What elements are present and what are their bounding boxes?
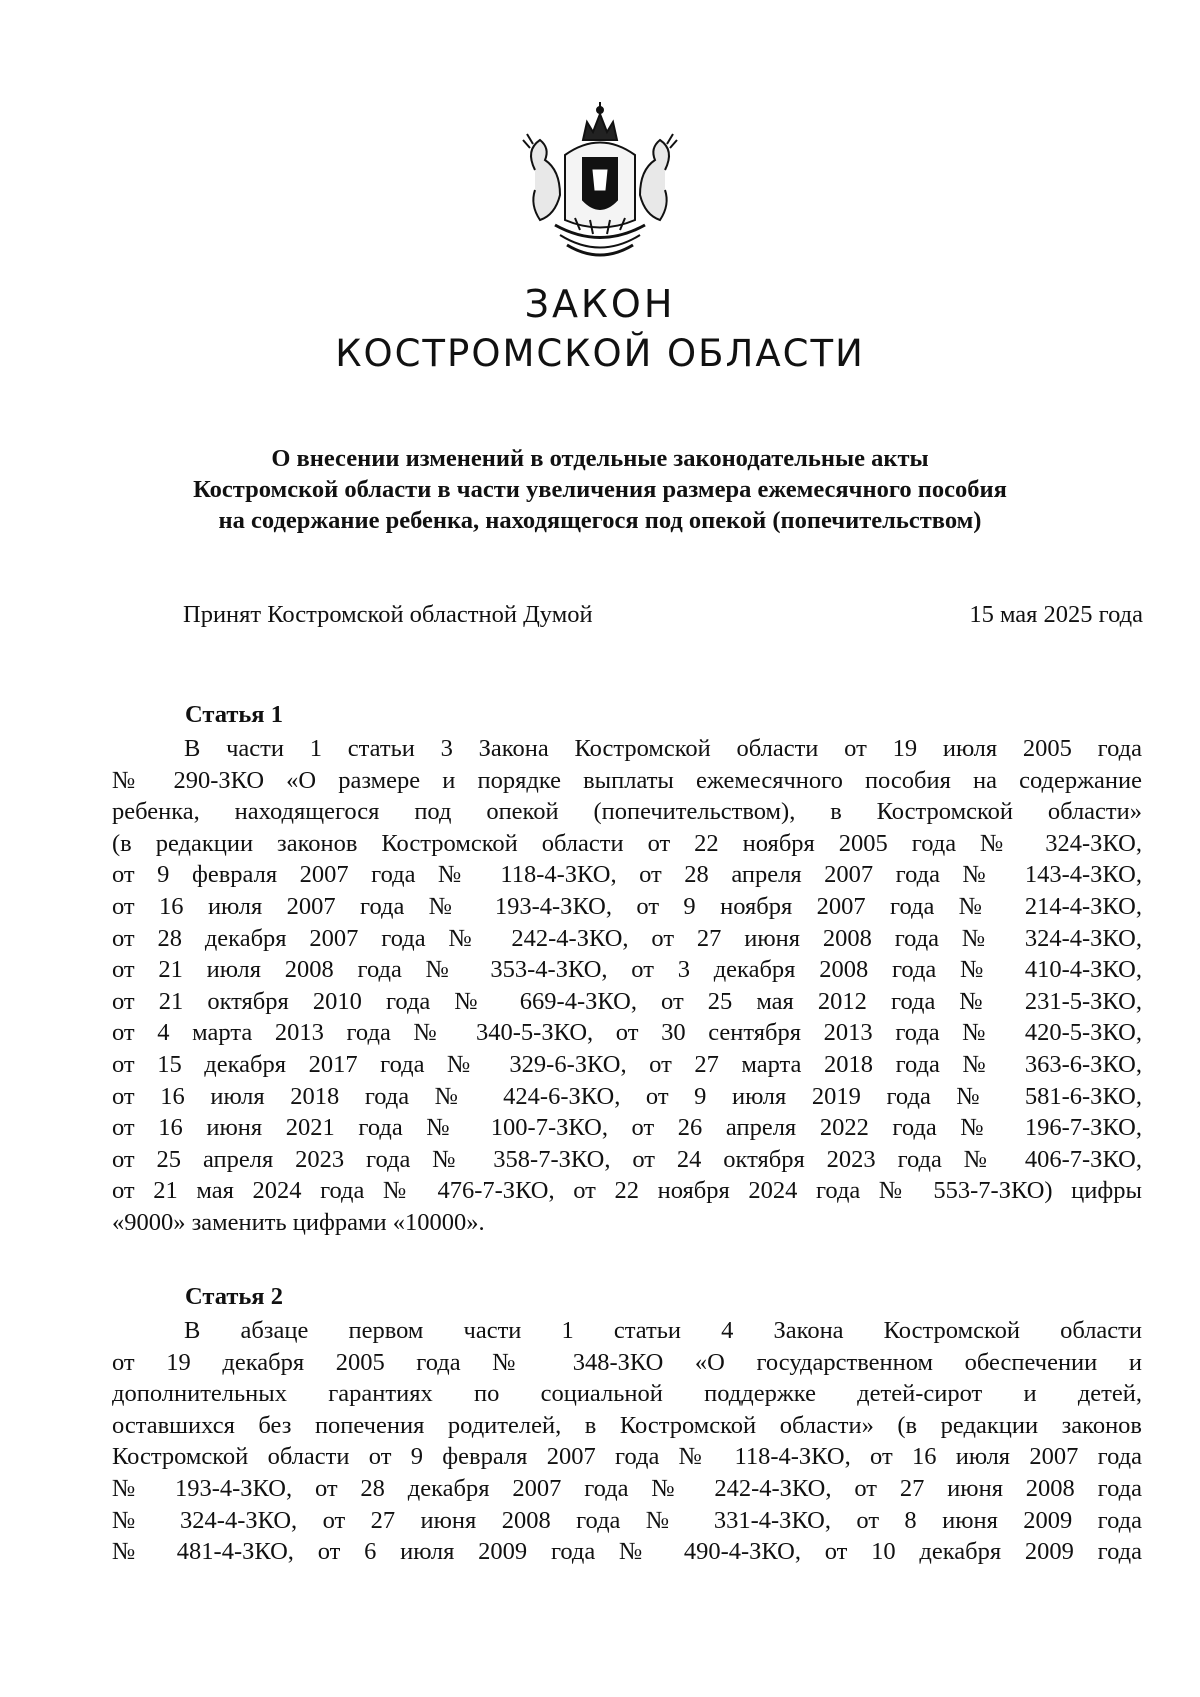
article-line: Костромской области от 9 февраля 2007 года № 118-4-ЗКО, от 16 июля 2007 года bbox=[112, 1443, 1142, 1471]
coat-of-arms-emblem bbox=[505, 100, 695, 270]
article-line: № 324-4-ЗКО, от 27 июня 2008 года № 331-4-ЗКО, от 8 июня 2009 года bbox=[112, 1506, 1142, 1534]
law-subject bbox=[100, 443, 1100, 536]
adopted-by: Принят Костромской областной Думой bbox=[183, 601, 593, 628]
article-line: от 16 июля 2007 года № 193-4-ЗКО, от 9 ноября 2007 года № 214-4-ЗКО, bbox=[112, 892, 1142, 920]
article-line: В абзаце первом части 1 статьи 4 Закона Костромской области bbox=[184, 1317, 1142, 1344]
article-line: № 193-4-ЗКО, от 28 декабря 2007 года № 242-4-ЗКО, от 27 июня 2008 года bbox=[112, 1474, 1142, 1502]
article-line: от 4 марта 2013 года № 340-5-ЗКО, от 30 сентября 2013 года № 420-5-ЗКО, bbox=[112, 1019, 1142, 1047]
article-line: от 9 февраля 2007 года № 118-4-ЗКО, от 28 апреля 2007 года № 143-4-ЗКО, bbox=[112, 861, 1142, 889]
article-line: № 290-ЗКО «О размере и порядке выплаты ежемесячного пособия на содержание bbox=[112, 766, 1142, 794]
article-2-heading: Статья 2 bbox=[185, 1283, 283, 1310]
region-title: КОСТРОМСКОЙ ОБЛАСТИ bbox=[335, 332, 865, 375]
article-line: от 28 декабря 2007 года № 242-4-ЗКО, от 27 июня 2008 года № 324-4-ЗКО, bbox=[112, 924, 1142, 952]
article-line: от 15 декабря 2017 года № 329-6-ЗКО, от 27 марта 2018 года № 363-6-ЗКО, bbox=[112, 1050, 1142, 1078]
article-1-heading: Статья 1 bbox=[185, 701, 283, 728]
adoption-info bbox=[183, 601, 1143, 629]
article-line: В части 1 статьи 3 Закона Костромской области от 19 июля 2005 года bbox=[184, 735, 1142, 762]
article-line: «9000» заменить цифрами «10000». bbox=[112, 1208, 485, 1236]
article-line: оставшихся без попечения родителей, в Костромской области» (в редакции законов bbox=[112, 1411, 1142, 1439]
subject-line: О внесении изменений в отдельные законодательные акты bbox=[271, 445, 929, 472]
article-line: от 21 июля 2008 года № 353-4-ЗКО, от 3 декабря 2008 года № 410-4-ЗКО, bbox=[112, 956, 1142, 984]
document-type-title: ЗАКОН bbox=[524, 282, 676, 326]
article-line: от 21 октября 2010 года № 669-4-ЗКО, от 25 мая 2012 года № 231-5-ЗКО, bbox=[112, 987, 1142, 1015]
article-line: от 16 июня 2021 года № 100-7-ЗКО, от 26 апреля 2022 года № 196-7-ЗКО, bbox=[112, 1114, 1142, 1142]
article-line: (в редакции законов Костромской области от 22 ноября 2005 года № 324-ЗКО, bbox=[112, 829, 1142, 857]
article-line: ребенка, находящегося под опекой (попечительством), в Костромской области» bbox=[112, 798, 1142, 826]
adoption-date: 15 мая 2025 года bbox=[969, 601, 1143, 628]
article-line: от 16 июля 2018 года № 424-6-ЗКО, от 9 июля 2019 года № 581-6-ЗКО, bbox=[112, 1082, 1142, 1110]
subject-line: Костромской области в части увеличения размера ежемесячного пособия bbox=[193, 476, 1007, 503]
article-line: дополнительных гарантиях по социальной поддержке детей-сирот и детей, bbox=[112, 1380, 1142, 1408]
article-line: № 481-4-ЗКО, от 6 июля 2009 года № 490-4-ЗКО, от 10 декабря 2009 года bbox=[112, 1538, 1142, 1566]
article-line: от 19 декабря 2005 года № 348-ЗКО «О государственном обеспечении и bbox=[112, 1348, 1142, 1376]
subject-line: на содержание ребенка, находящегося под опекой (попечительством) bbox=[218, 507, 982, 534]
article-line: от 21 мая 2024 года № 476-7-ЗКО, от 22 ноября 2024 года № 553-7-ЗКО) цифры bbox=[112, 1177, 1142, 1205]
article-1-body bbox=[112, 733, 1142, 1239]
article-line: от 25 апреля 2023 года № 358-7-ЗКО, от 24 октября 2023 года № 406-7-ЗКО, bbox=[112, 1145, 1142, 1173]
article-2-body bbox=[112, 1315, 1142, 1568]
